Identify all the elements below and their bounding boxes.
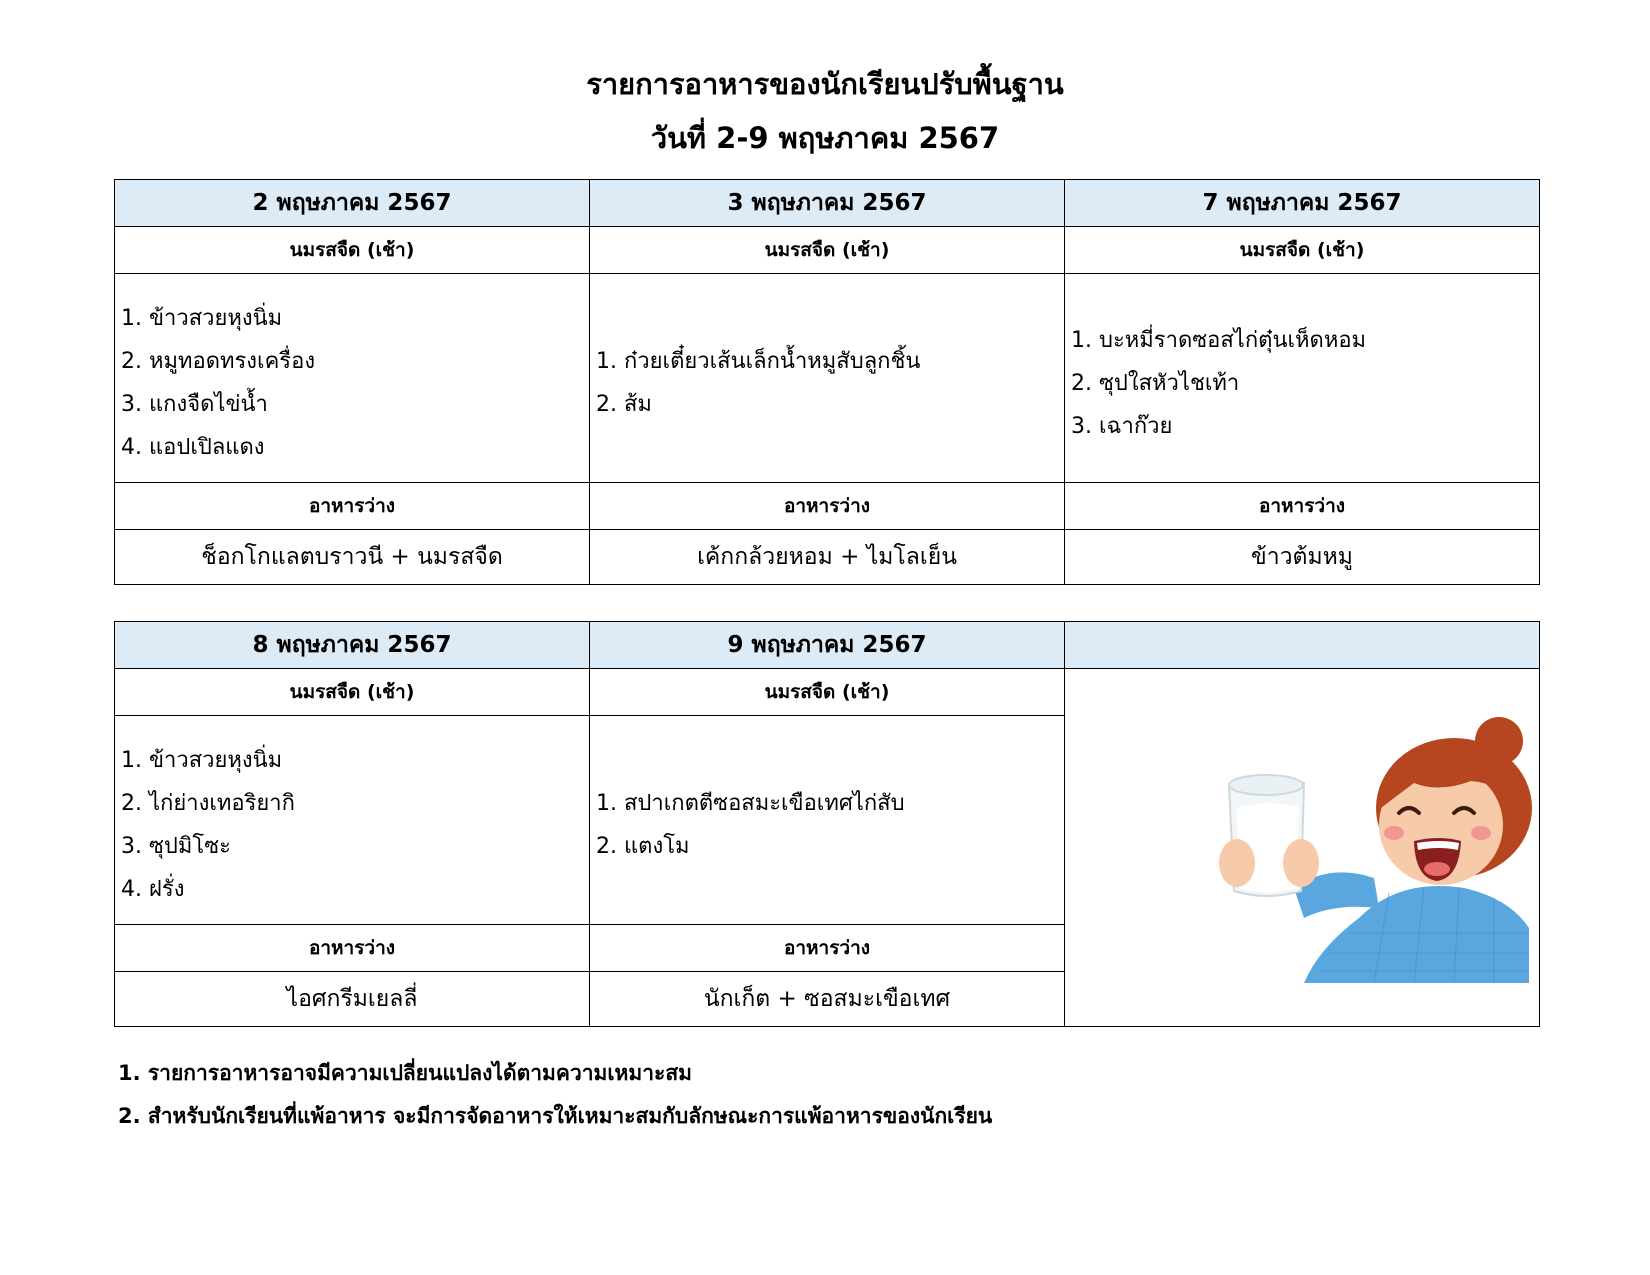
breakfast-label: นมรสจืด (เช้า) bbox=[590, 669, 1065, 716]
menu-item: 1. ข้าวสวยหุงนิ่ม bbox=[121, 306, 283, 331]
page-subtitle: วันที่ 2-9 พฤษภาคม 2567 bbox=[650, 121, 1000, 155]
breakfast-label: นมรสจืด (เช้า) bbox=[1065, 227, 1540, 274]
menu-item: 2. ไก่ย่างเทอริยากิ bbox=[121, 791, 295, 816]
menu-item: 4. แอปเปิลแดง bbox=[121, 435, 265, 460]
menu-item: 1. ก๋วยเตี๋ยวเส้นเล็กน้ำหมูสับลูกชิ้น bbox=[596, 349, 921, 374]
snack-value: ช็อกโกแลตบราวนี + นมรสจืด bbox=[115, 530, 590, 585]
menu-item: 3. แกงจืดไข่น้ำ bbox=[121, 392, 268, 417]
snack-label: อาหารว่าง bbox=[590, 483, 1065, 530]
menu-item-list bbox=[115, 287, 589, 469]
menu-items-cell bbox=[590, 274, 1065, 483]
menu-items-cell bbox=[590, 716, 1065, 925]
menu-item: 4. ฝรั่ง bbox=[121, 877, 185, 902]
menu-item-list bbox=[1065, 309, 1539, 448]
menu-item: 1. บะหมี่ราดซอสไก่ตุ๋นเห็ดหอม bbox=[1071, 327, 1367, 353]
menu-item: 3. ซุปมิโซะ bbox=[121, 834, 231, 859]
menu-item: 3. เฉาก๊วย bbox=[1071, 413, 1173, 439]
illustration-cell bbox=[1065, 669, 1540, 1027]
breakfast-label: นมรสจืด (เช้า) bbox=[590, 227, 1065, 274]
menu-item: 1. ข้าวสวยหุงนิ่ม bbox=[121, 748, 283, 773]
menu-item: 2. ซุปใสหัวไชเท้า bbox=[1071, 370, 1240, 396]
menu-items-cell bbox=[1065, 274, 1540, 483]
menu-item-list bbox=[115, 729, 589, 911]
snack-label: อาหารว่าง bbox=[115, 483, 590, 530]
snack-label: อาหารว่าง bbox=[590, 925, 1065, 972]
date-header: 2 พฤษภาคม 2567 bbox=[115, 180, 590, 227]
menu-table-week1 bbox=[114, 179, 1540, 585]
date-header: 8 พฤษภาคม 2567 bbox=[115, 622, 590, 669]
date-header: 3 พฤษภาคม 2567 bbox=[590, 180, 1065, 227]
snack-value: นักเก็ต + ซอสมะเขือเทศ bbox=[590, 972, 1065, 1027]
menu-item: 2. ส้ม bbox=[596, 392, 652, 417]
menu-table-week2 bbox=[114, 621, 1540, 1027]
menu-item: 2. หมูทอดทรงเครื่อง bbox=[121, 349, 316, 374]
date-header: 9 พฤษภาคม 2567 bbox=[590, 622, 1065, 669]
notes-list bbox=[118, 1052, 992, 1138]
breakfast-label: นมรสจืด (เช้า) bbox=[115, 227, 590, 274]
snack-value: ไอศกรีมเยลลี่ bbox=[115, 972, 590, 1027]
menu-items-cell bbox=[115, 274, 590, 483]
snack-value: ข้าวต้มหมู bbox=[1065, 530, 1540, 585]
menu-item-list bbox=[590, 772, 1064, 868]
snack-label: อาหารว่าง bbox=[115, 925, 590, 972]
menu-item: 1. สปาเกตตีซอสมะเขือเทศไก่สับ bbox=[596, 791, 905, 816]
note-item: 2. สำหรับนักเรียนที่แพ้อาหาร จะมีการจัดอาหารให้เหมาะสมกับลักษณะการแพ้อาหารของนักเรียน bbox=[118, 1104, 993, 1128]
date-header: 7 พฤษภาคม 2567 bbox=[1065, 180, 1540, 227]
snack-value: เค้กกล้วยหอม + ไมโลเย็น bbox=[590, 530, 1065, 585]
note-item: 1. รายการอาหารอาจมีความเปลี่ยนแปลงได้ตามความเหมาะสม bbox=[118, 1061, 692, 1085]
snack-label: อาหารว่าง bbox=[1065, 483, 1540, 530]
menu-items-cell bbox=[115, 716, 590, 925]
page-title: รายการอาหารของนักเรียนปรับพื้นฐาน bbox=[586, 67, 1064, 101]
child-drinking-milk-icon bbox=[1209, 713, 1539, 983]
breakfast-label: นมรสจืด (เช้า) bbox=[115, 669, 590, 716]
empty-date-header bbox=[1065, 622, 1540, 669]
menu-item: 2. แตงโม bbox=[596, 834, 690, 859]
menu-item-list bbox=[590, 330, 1064, 426]
